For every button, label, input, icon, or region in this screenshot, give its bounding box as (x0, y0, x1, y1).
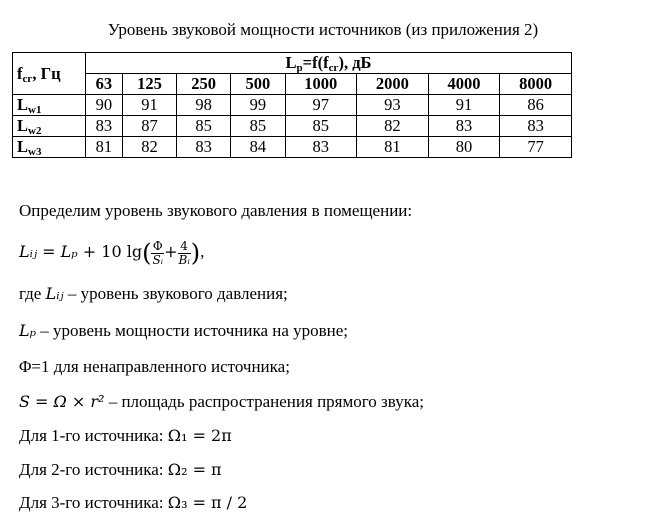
power-level-group-header: $L_p=f(f_{сг})$, дБ (86, 53, 572, 74)
frequency-header: 125 (122, 74, 176, 95)
table-cell: 77 (500, 137, 572, 158)
sound-power-table (12, 52, 572, 158)
table-cell: 83 (177, 137, 231, 158)
table-cell: 87 (122, 116, 176, 137)
table-cell: 85 (177, 116, 231, 137)
table-cell: 97 (285, 95, 357, 116)
table-cell: 85 (285, 116, 357, 137)
table-cell: 83 (500, 116, 572, 137)
table-cell: 99 (231, 95, 285, 116)
frequency-header-row (13, 74, 572, 95)
source-1-line: Для 1-го источника: Ω₁ = 2π (19, 426, 232, 445)
table-cell: 84 (231, 137, 285, 158)
table-cell: 80 (428, 137, 500, 158)
table-row (13, 95, 572, 116)
table-cell: 90 (86, 95, 123, 116)
table-cell: 85 (231, 116, 285, 137)
table-cell: 93 (357, 95, 429, 116)
formula-lg: + 10 lg (77, 242, 143, 261)
lp-definition: Lₚ – уровень мощности источника на уровне; (19, 321, 349, 340)
table-cell: 82 (357, 116, 429, 137)
formula-lp: Lₚ (60, 242, 78, 261)
table-cell: 83 (86, 116, 123, 137)
formula-plus: + (164, 242, 178, 261)
formula-lhs: Lᵢⱼ (19, 242, 38, 261)
table-cell: 91 (122, 95, 176, 116)
frequency-header: 4000 (428, 74, 500, 95)
formula-fraction-b: $\frac{4}{\text{Bᵢ}}$ (178, 238, 190, 267)
table-cell: 86 (500, 95, 572, 116)
frequency-corner-header: $f_{сг}$, Гц (13, 53, 86, 95)
s-definition: S = Ω × r² – площадь распространения прямого звука; (19, 392, 424, 411)
frequency-header: 63 (86, 74, 123, 95)
frequency-header: 8000 (500, 74, 572, 95)
formula-eq: = (37, 242, 61, 261)
row-label: $L_{w2}$ (13, 116, 86, 137)
table-row (13, 137, 572, 158)
table-cell: 83 (285, 137, 357, 158)
source-2-line: Для 2-го источника: Ω₂ = π (19, 460, 222, 479)
lij-definition: где Lᵢⱼ – уровень звукового давления; (19, 284, 288, 303)
table-row (13, 116, 572, 137)
formula-fraction-phi: $\frac{\Phi}{\text{Sᵢ}}$ (152, 238, 164, 267)
table-cell: 98 (177, 95, 231, 116)
table-header-row (13, 53, 572, 74)
table-caption: Уровень звуковой мощности источников (из приложения 2) (107, 20, 539, 39)
table-cell: 91 (428, 95, 500, 116)
source-3-line: Для 3-го источника: Ω₃ = π / 2 (19, 493, 248, 512)
table-cell: 81 (357, 137, 429, 158)
formula-line: Lᵢⱼ = Lₚ + 10 lg( $\frac{\Phi}{\text{Sᵢ}}$ + $\frac{4}{\text{Bᵢ}}$ ), (19, 238, 205, 268)
table-cell: 81 (86, 137, 123, 158)
row-label: $L_{w1}$ (13, 95, 86, 116)
row-label: $L_{w3}$ (13, 137, 86, 158)
frequency-header: 250 (177, 74, 231, 95)
frequency-header: 1000 (285, 74, 357, 95)
frequency-header: 2000 (357, 74, 429, 95)
frequency-header: 500 (231, 74, 285, 95)
phi-definition: Φ=1 для ненаправленного источника; (19, 357, 290, 376)
table-cell: 82 (122, 137, 176, 158)
intro-paragraph: Определим уровень звукового давления в помещении: (19, 201, 413, 220)
table-cell: 83 (428, 116, 500, 137)
